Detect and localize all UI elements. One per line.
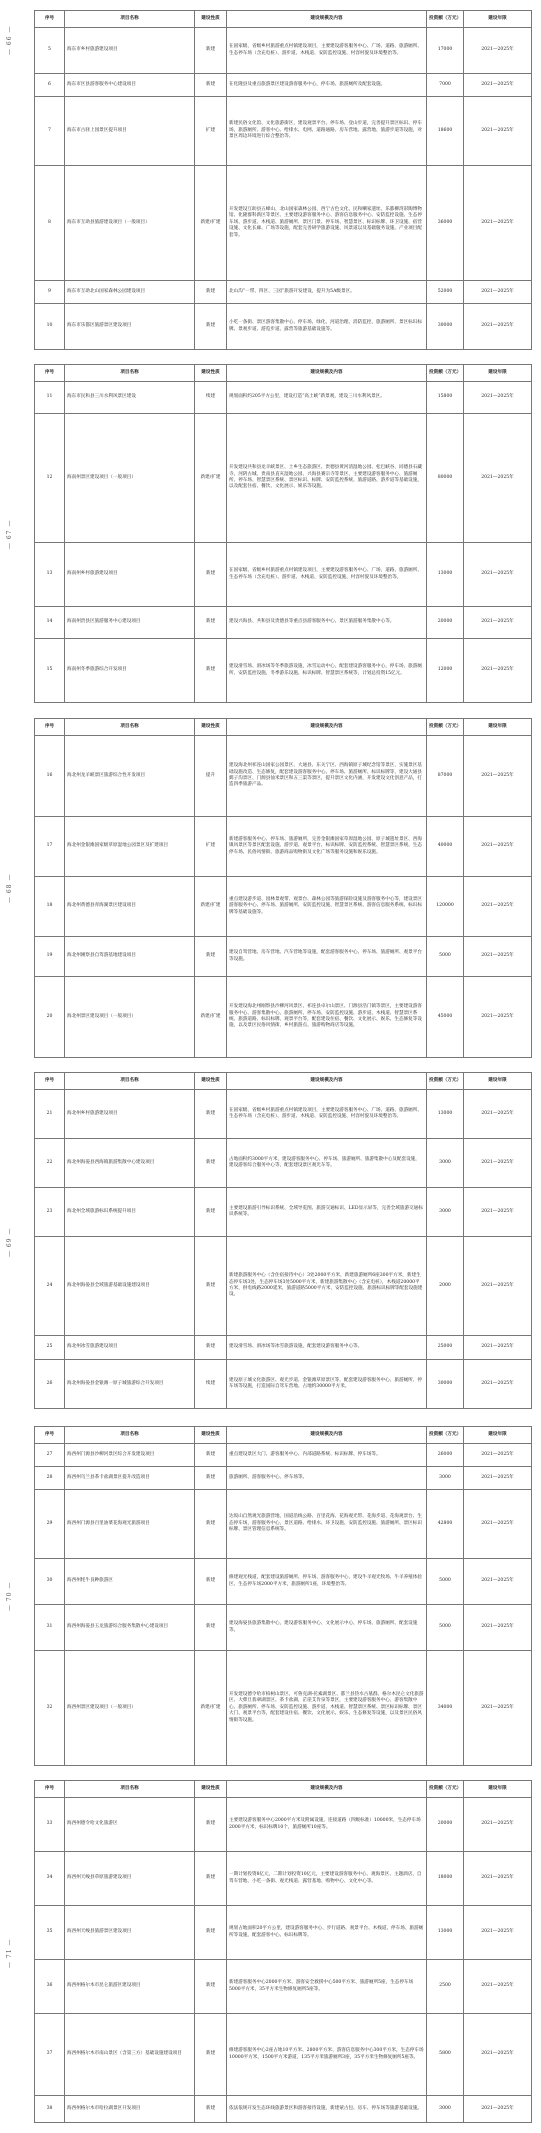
build-type: 新建 (195, 1139, 227, 1188)
project-name: 海北州海晏县全域旅游基础设施建设项目 (65, 1237, 195, 1336)
project-name: 海西州门源县沙柳河景区综合开发建设项目 (65, 1444, 195, 1467)
project-name: 海西州门源县百里油菜花海观光旅游项目 (65, 1490, 195, 1559)
row-number: 16 (35, 736, 65, 817)
build-years: 2021—2025年 (464, 414, 532, 543)
page-table-block (34, 10, 531, 350)
row-number: 33 (35, 1798, 65, 1852)
project-content: 新建游客服务中心2000平方米、游客安全救援中心500平方米、旅游厕所5座，生态停车场5000平方米，35平方米生物修复厕所5座等。 (227, 1960, 427, 2014)
table-row (35, 97, 532, 166)
build-years: 2021—2025年 (464, 1237, 532, 1336)
build-years: 2021—2025年 (464, 1360, 532, 1409)
row-number: 27 (35, 1444, 65, 1467)
build-years: 2021—2025年 (464, 639, 532, 703)
project-content: 依法依规开发生态环线旅游景区和游客接待设施，新建蒙古包、房车、停车场等旅游基础设施。 (227, 2096, 427, 2123)
build-type: 扩建 (195, 817, 227, 877)
table-row (35, 2096, 532, 2123)
build-type: 新建 (195, 1090, 227, 1139)
project-table (34, 718, 532, 1058)
row-number: 37 (35, 2014, 65, 2096)
build-type: 新建 (195, 543, 227, 607)
build-years: 2021—2025年 (464, 1444, 532, 1467)
project-content: 修建观光栈道，配套建设旅游厕所、停车场、游客服务中心，建设牛羊观光牧场、牛羊养殖体验区、生态停车场2000平方米，旅游厕所1座，环境整治等。 (227, 1559, 427, 1605)
column-header: 项目名称 (65, 365, 195, 382)
project-content: 达坂山自然观光旅游营地，国道沿线公路、百里花海、花海观光带、花海步道、花海观景台、生态停车场，游客服务中心，景区道路、给排水、环卫设施、安防监控设施、旅游厕所、景区标识标牌、景区管理信息系统等。 (227, 1490, 427, 1559)
investment-amount: 120000 (427, 877, 464, 937)
table-row (35, 414, 532, 543)
table-header-row (35, 719, 532, 736)
column-header: 建设年限 (464, 365, 532, 382)
column-header: 建设性质 (195, 11, 227, 28)
row-number: 18 (35, 877, 65, 937)
project-name: 海东市乡村旅游建设项目 (65, 28, 195, 74)
row-number: 22 (35, 1139, 65, 1188)
investment-amount: 3000 (427, 1467, 464, 1490)
column-header: 投资额（万元） (427, 365, 464, 382)
column-header: 投资额（万元） (427, 1073, 464, 1090)
column-header: 建设规模及内容 (227, 719, 427, 736)
column-header: 投资额（万元） (427, 1427, 464, 1444)
column-header: 序号 (35, 1427, 65, 1444)
project-name: 海西州天峻县草原旅游建设项目 (65, 1852, 195, 1906)
build-years: 2021—2025年 (464, 1798, 532, 1852)
page-number: — 71 — (6, 1937, 13, 1968)
row-number: 31 (35, 1605, 65, 1651)
build-years: 2021—2025年 (464, 1852, 532, 1906)
build-years: 2021—2025年 (464, 1960, 532, 2014)
project-name: 海南州冬季旅游综合开发项目 (65, 639, 195, 703)
row-number: 6 (35, 74, 65, 97)
investment-amount: 20000 (427, 607, 464, 639)
build-type: 新建 (195, 2096, 227, 2123)
build-years: 2021—2025年 (464, 937, 532, 977)
column-header: 投资额（万元） (427, 11, 464, 28)
table-row (35, 639, 532, 703)
table-row (35, 543, 532, 607)
project-name: 海西州乌兰县茶卡盐湖景区提升改造项目 (65, 1467, 195, 1490)
investment-amount: 5800 (427, 2014, 464, 2096)
build-years: 2021—2025年 (464, 1090, 532, 1139)
project-name: 海南州景区建设项目（一般项目） (65, 414, 195, 543)
project-name: 海西州海晏县玉龙旅游综合服务集散中心建设项目 (65, 1605, 195, 1651)
build-type: 续建 (195, 382, 227, 414)
project-content: 重点建设景区大门、游客服务中心、内部道路系统、标识标牌、停车场等。 (227, 1444, 427, 1467)
build-years: 2021—2025年 (464, 877, 532, 937)
build-type: 新建/扩建 (195, 414, 227, 543)
build-type: 新建 (195, 1960, 227, 2014)
project-content: 新建游客服务中心、停车场、旅游厕所，完善金银滩国家草原湿地公园、原子城遗址景区、西海镇风景区等景区配套设施、游步道、观景平台、标识标牌、安防监控系统、智慧景区系统、生态停车场、民俗风情街、旅游商品购物街及文化广场等服务设施和娱乐设施。 (227, 817, 427, 877)
column-header: 项目名称 (65, 719, 195, 736)
project-table (34, 1426, 532, 1766)
build-years: 2021—2025年 (464, 2014, 532, 2096)
investment-amount: 18000 (427, 1852, 464, 1906)
column-header: 建设性质 (195, 719, 227, 736)
investment-amount: 3000 (427, 1139, 464, 1188)
build-years: 2021—2025年 (464, 977, 532, 1058)
project-name: 海北州金银滩国家级草原湿地公园景区及扩建项目 (65, 817, 195, 877)
investment-amount: 45000 (427, 977, 464, 1058)
investment-amount: 80000 (427, 414, 464, 543)
build-years: 2021—2025年 (464, 1605, 532, 1651)
project-content: 建设海北州祁连山国家公园景区、大通县、东关宁区、西海镇原子城纪念馆等景区，实施景区基础设施改造、生态修复，配套建设游客服务中心、停车场、旅游厕所、标识标牌等，建设大通县鹞子沟景区、门源县仙米景区和五三渠等景区，提升景区文化内涵，开发建设文化创意产品，打造四季旅游产品。 (227, 736, 427, 817)
investment-amount: 13000 (427, 543, 464, 607)
investment-amount: 30000 (427, 304, 464, 350)
table-row (35, 1237, 532, 1336)
table-row (35, 736, 532, 817)
page-number: — 70 — (6, 1581, 13, 1611)
investment-amount: 15800 (427, 382, 464, 414)
investment-amount: 34000 (427, 1651, 464, 1766)
column-header: 投资额（万元） (427, 1781, 464, 1798)
build-years: 2021—2025年 (464, 1906, 532, 1960)
column-header: 项目名称 (65, 1781, 195, 1798)
project-name: 海北州海晏县金银滩一原子城旅游综合开发项目 (65, 1360, 195, 1409)
build-type: 新建 (195, 1336, 227, 1360)
column-header: 建设年限 (464, 1427, 532, 1444)
build-type: 新建 (195, 937, 227, 977)
build-type: 新建/扩建 (195, 977, 227, 1058)
table-row (35, 977, 532, 1058)
project-name: 海西州天峻县旅游景区建设项目 (65, 1906, 195, 1960)
row-number: 13 (35, 543, 65, 607)
project-content: 规划占地面积20平方公里，建设游客服务中心、步行道路、观景平台、木栈道、停车场、旅游厕所等设施，配套游客中心、标识标牌等。 (227, 1906, 427, 1960)
row-number: 36 (35, 1960, 65, 2014)
investment-amount: 5000 (427, 1605, 464, 1651)
row-number: 26 (35, 1360, 65, 1409)
investment-amount: 18600 (427, 97, 464, 166)
project-content: 重点建设游步道、园林景观带、观景台、森林公园等旅游探险设施及游客服务中心等，建设景区游客服务中心、停车场、旅游厕所、安防监控设施、智慧景区系统、游客信息服务系统、标识标牌等基础设施等。 (227, 877, 427, 937)
column-header: 建设性质 (195, 1073, 227, 1090)
project-content: 开发建设共和县龙羊峡景区、土乡生态旅游区、贵德县黄河清湿地公园、松巴峡谷、同德县石藏寺、河阴古城、贵南县直亥湿地公园、兴海县赛宗寺等景区，主要建设游客服务中心、旅游厕所、停车场、智慧景区系统、景区标识、标牌、安防监控系统、旅游道路、游步道等基础设施，以及配套住宿、餐饮、文化展示、娱乐等设施。 (227, 414, 427, 543)
project-name: 海北州冰雪旅游建设项目 (65, 1336, 195, 1360)
investment-amount: 36000 (427, 166, 464, 281)
row-number: 21 (35, 1090, 65, 1139)
table-row (35, 28, 532, 74)
row-number: 38 (35, 2096, 65, 2123)
project-content: 新建民俗文化馆、文化旅游街区，建设观景平台、停车场、登山步道，完善提升景区标识、停车场、旅游厕所、游客中心、给排水、电网、道路通路。房车营地、露营地、旅游步道等设施，对景区周边环境进行综合整治等。 (227, 97, 427, 166)
project-name: 海北州景区建设项目（一般项目） (65, 977, 195, 1058)
table-row (35, 1798, 532, 1852)
project-name: 海西州德令哈文化旅游区 (65, 1798, 195, 1852)
build-years: 2021—2025年 (464, 1336, 532, 1360)
column-header: 序号 (35, 11, 65, 28)
project-name: 海东市古驿上园景区提升项目 (65, 97, 195, 166)
build-years: 2021—2025年 (464, 28, 532, 74)
table-header-row (35, 1427, 532, 1444)
table-row (35, 1960, 532, 2014)
row-number: 25 (35, 1336, 65, 1360)
project-name: 海西州景区建设项目（一般项目） (65, 1651, 195, 1766)
build-type: 新建/扩建 (195, 1651, 227, 1766)
row-number: 30 (35, 1559, 65, 1605)
investment-amount: 13000 (427, 1906, 464, 1960)
investment-amount: 13000 (427, 1090, 464, 1139)
page-number: — 66 — (6, 25, 13, 55)
column-header: 项目名称 (65, 1427, 195, 1444)
build-type: 新建 (195, 1605, 227, 1651)
column-header: 建设年限 (464, 1073, 532, 1090)
table-row (35, 1852, 532, 1906)
build-years: 2021—2025年 (464, 543, 532, 607)
project-content: 旅游厕所、游客服务中心、停车场等。 (227, 1467, 427, 1490)
build-type: 新建 (195, 1188, 227, 1237)
project-content: 建设海晏县旅游集散中心，建设游客服务中心、文化展示中心、停车场、旅游厕所、配套设施等。 (227, 1605, 427, 1651)
build-type: 新建 (195, 281, 227, 304)
table-row (35, 1605, 532, 1651)
page-table-block (34, 718, 531, 1058)
project-content: 一期计划投资8亿元，二期计划投资10亿元，主要建设游客服务中心、观海景区、主题酒店、自驾车营地、小吃一条街、观光栈道、露营基地、购物中心、文化中心等。 (227, 1852, 427, 1906)
column-header: 建设性质 (195, 1427, 227, 1444)
table-row (35, 1467, 532, 1490)
project-content: 建设自驾营地、房车营地、汽车营地等设施，配套游客服务中心、停车场、旅游厕所、观景平台等设施。 (227, 937, 427, 977)
table-row (35, 166, 532, 281)
project-content: 占地面积约3000平方米，建设游客服务中心、停车场、旅游厕所、旅游集散中心及配套设施，建设游客综合服务中心等，配套建设景区观光车等。 (227, 1139, 427, 1188)
project-name: 海北州黄德县青海湖景区建设项目 (65, 877, 195, 937)
project-content: 开发建设互助县五峰山、北山国家森林公园、西宁古色文化、民和喇家遗址、乐都柳湾彩陶博物馆、化隆群科新区等景区、主要建设游客服务中心、游客信息服务中心、安防监控设施、生态停车场、游步道、木栈道、旅游厕所、景区门景、停车场、智慧景区、标识标牌、环卫设施、宿营设施、文化长廊、广场等设施，配套完善研学旅游设施、风景道以及基础服务设施、产业项目配套等。 (227, 166, 427, 281)
column-header: 项目名称 (65, 1073, 195, 1090)
project-content: 开发建设海北州刚察县沙柳河风景区、祁连县卓尔山景区、门源县浩门镇等景区，主要建设游客服务中心、游客集散中心、旅游厕所、停车场、安防监控设施、游步道、木栈道、智慧景区系统、旅游道路、标识标牌、观景平台等，配套建设住宿、餐饮、文化展示、娱乐、生态修复等设施，以及景区民俗风情街、乡村旅游点、旅游购物商店等设施。 (227, 977, 427, 1058)
investment-amount: 40000 (427, 817, 464, 877)
table-row (35, 1360, 532, 1409)
project-content: 建设滑雪场、滑冰场等冬季旅游设施，冰雪运动中心，配套建设游客服务中心、停车场、旅游厕所、安防监控设施、冬季游乐设施、标识标牌、智慧景区系统等，计划总投资15亿元。 (227, 639, 427, 703)
project-name: 海北州全域旅游标识系统提升项目 (65, 1188, 195, 1237)
investment-amount: 42800 (427, 1490, 464, 1559)
row-number: 34 (35, 1852, 65, 1906)
build-years: 2021—2025年 (464, 1467, 532, 1490)
project-name: 海东市区县游客服务中心建设项目 (65, 74, 195, 97)
table-row (35, 1090, 532, 1139)
investment-amount: 26000 (427, 1444, 464, 1467)
table-row (35, 1490, 532, 1559)
project-name: 海北州刚察县自驾游基地建设项目 (65, 937, 195, 977)
project-content: 新建旅游服务中心（含住宿接待中心）3处2000平方米，新建旅游厕所6座300平方米，新建生态停车场3处，生态停车场3处5000平方米，新建旅游集散中心（含充电桩），木栈道20000平方米，供电线路2000延米，旅游道路5000平方米，安防监控设施、旅游标识标牌等配套设施建设。 (227, 1237, 427, 1336)
column-header: 建设规模及内容 (227, 1427, 427, 1444)
table-row (35, 281, 532, 304)
build-years: 2021—2025年 (464, 304, 532, 350)
build-years: 2021—2025年 (464, 166, 532, 281)
investment-amount: 5000 (427, 937, 464, 977)
project-name: 海东市互助北山国家森林公园建设项目 (65, 281, 195, 304)
project-content: 北山沟“一带、四区、三园”旅游开发建设，提升为5A级景区。 (227, 281, 427, 304)
table-header-row (35, 365, 532, 382)
row-number: 14 (35, 607, 65, 639)
build-years: 2021—2025年 (464, 382, 532, 414)
build-type: 新建 (195, 304, 227, 350)
build-type: 提升 (195, 736, 227, 817)
project-name: 海东市乐都区旅游景区建设项目 (65, 304, 195, 350)
project-name: 海东市民和县三川水利风景区建设 (65, 382, 195, 414)
project-name: 海南州贵县区旅游服务中心建设项目 (65, 607, 195, 639)
row-number: 32 (35, 1651, 65, 1766)
row-number: 35 (35, 1906, 65, 1960)
table-row (35, 877, 532, 937)
table-row (35, 74, 532, 97)
page-table-block (34, 364, 531, 704)
investment-amount: 3000 (427, 1188, 464, 1237)
investment-amount: 30000 (427, 1360, 464, 1409)
investment-amount: 5000 (427, 1559, 464, 1605)
row-number: 24 (35, 1237, 65, 1336)
build-years: 2021—2025年 (464, 1139, 532, 1188)
project-table (34, 1072, 532, 1409)
project-content: 建设滑雪场、滑冰场等冰雪旅游设施，配套建设游客服务中心等。 (227, 1336, 427, 1360)
project-content: 建设兴海县、共和县及贵德县等重点县游客服务中心、景区旅游服务集散中心等。 (227, 607, 427, 639)
table-row (35, 1651, 532, 1766)
table-header-row (35, 1781, 532, 1798)
project-content: 建设原子城文化旅游区、观光步道、金银滩草原景区等，配套建设游客服务中心、旅游厕所、停车场等设施，打造国际自驾车营地、占地约30000平方米。 (227, 1360, 427, 1409)
row-number: 28 (35, 1467, 65, 1490)
page-table-block (34, 1072, 531, 1412)
build-type: 新建 (195, 1444, 227, 1467)
build-type: 新建/扩建 (195, 166, 227, 281)
page-table-block (34, 1780, 531, 2125)
project-name: 海西州牦牛良种旅游区 (65, 1559, 195, 1605)
column-header: 序号 (35, 1781, 65, 1798)
project-name: 海北州龙羊峡景区旅游综合性开发项目 (65, 736, 195, 817)
table-row (35, 607, 532, 639)
project-content: 在国家级、省级乡村旅游重点村镇建设项目，主要建设游客服务中心、广场、道路、旅游厕所、生态停车场（含充电桩）、游步道、木栈道、安防监控设施、村容村貌及环境整治等。 (227, 28, 427, 74)
build-years: 2021—2025年 (464, 1188, 532, 1237)
row-number: 9 (35, 281, 65, 304)
project-content: 开发建设德令哈市柏树山景区、可鲁克湖-托素湖景区、都兰县热水古墓群、格尔木昆仑文化旅游区、大柴旦翡翠湖景区、茶卡盐湖、茫崖艾肯泉等景区，主要建设游客服务中心、游客集散中心、旅游厕所、停车场、安防监控设施、游步道、木栈道、智慧景区系统、景区标识标牌、景区大门、观景平台等，配套建设住宿、餐饮、文化展示、娱乐、生态修复等设施，以及景区民俗风情街等设施。 (227, 1651, 427, 1766)
column-header: 建设规模及内容 (227, 365, 427, 382)
page-number: — 69 — (6, 1227, 13, 1257)
build-type: 新建 (195, 1559, 227, 1605)
build-years: 2021—2025年 (464, 1651, 532, 1766)
investment-amount: 2000 (427, 1237, 464, 1336)
row-number: 23 (35, 1188, 65, 1237)
build-type: 新建 (195, 1906, 227, 1960)
build-years: 2021—2025年 (464, 817, 532, 877)
build-type: 新建 (195, 1852, 227, 1906)
build-type: 新建 (195, 28, 227, 74)
build-type: 新建 (195, 2014, 227, 2096)
investment-amount: 17000 (427, 28, 464, 74)
table-row (35, 1336, 532, 1360)
table-row (35, 1559, 532, 1605)
project-content: 修建游客服务中心2座占地10平方米、2800平方米、游客信息服务中心300平方米，生态停车场10000平方米，1500平方米游道，135平方米旅游厕所3座，35平方米生物修复厕所5座等。 (227, 2014, 427, 2096)
project-content: 在国家级、省级乡村旅游重点村镇建设项目，主要建设游客服务中心、广场、道路、旅游厕所、生态停车场（含充电桩）、游步道、木栈道、安防监控设施、村容村貌及环境整治等。 (227, 1090, 427, 1139)
build-type: 新建 (195, 74, 227, 97)
build-years: 2021—2025年 (464, 2096, 532, 2123)
build-type: 新建 (195, 639, 227, 703)
column-header: 建设性质 (195, 1781, 227, 1798)
investment-amount: 7000 (427, 74, 464, 97)
project-name: 海东市互助县旅游建设项目（一般项目） (65, 166, 195, 281)
build-years: 2021—2025年 (464, 281, 532, 304)
project-content: 主要建设旅游引导标识系统、全域导览图、旅游交通标识、LED显示屏等，完善全域旅游交通标识系统等。 (227, 1188, 427, 1237)
build-type: 新建 (195, 1798, 227, 1852)
page-number: — 67 — (6, 519, 13, 549)
row-number: 12 (35, 414, 65, 543)
column-header: 建设规模及内容 (227, 1073, 427, 1090)
project-name: 海南州乡村旅游建设项目 (65, 543, 195, 607)
build-type: 续建 (195, 1360, 227, 1409)
table-header-row (35, 1073, 532, 1090)
project-content: 小吃一条街、景区游客集散中心、停车场、绿化、河道治理、消防监控、旅游厕所、景区标识标牌、景观步道、游览步道、露营等旅游基础设施等。 (227, 304, 427, 350)
column-header: 序号 (35, 719, 65, 736)
investment-amount: 52000 (427, 281, 464, 304)
investment-amount: 12000 (427, 639, 464, 703)
table-header-row (35, 11, 532, 28)
column-header: 序号 (35, 1073, 65, 1090)
column-header: 建设规模及内容 (227, 11, 427, 28)
project-content: 主要建设游客服务中心2000平方米及附属设施，连接道路（四级标准）10000米，生态停车场2000平方米，标识标牌10个，旅游厕所10座等。 (227, 1798, 427, 1852)
row-number: 7 (35, 97, 65, 166)
table-row (35, 1188, 532, 1237)
investment-amount: 87000 (427, 736, 464, 817)
table-row (35, 1906, 532, 1960)
build-type: 新建 (195, 1467, 227, 1490)
column-header: 投资额（万元） (427, 719, 464, 736)
table-row (35, 817, 532, 877)
build-type: 新建 (195, 1490, 227, 1559)
row-number: 17 (35, 817, 65, 877)
column-header: 项目名称 (65, 11, 195, 28)
table-row (35, 304, 532, 350)
build-type: 新建 (195, 607, 227, 639)
project-name: 海西州格尔木市昆仑旅游区建设项目 (65, 1960, 195, 2014)
column-header: 建设年限 (464, 719, 532, 736)
investment-amount: 25000 (427, 1336, 464, 1360)
column-header: 建设年限 (464, 11, 532, 28)
row-number: 5 (35, 28, 65, 74)
project-content: 在化隆县及重点旅游景区建设游客服务中心，停车场、旅游厕所及配套设施。 (227, 74, 427, 97)
column-header: 建设规模及内容 (227, 1781, 427, 1798)
project-table (34, 10, 532, 350)
build-type: 新建/扩建 (195, 877, 227, 937)
column-header: 序号 (35, 365, 65, 382)
row-number: 10 (35, 304, 65, 350)
row-number: 19 (35, 937, 65, 977)
investment-amount: 2500 (427, 1960, 464, 2014)
project-content: 在国家级、省级乡村旅游重点村镇建设项目，主要建设游客服务中心、广场、道路、旅游厕所、生态停车场（含充电桩）、游步道、木栈道、安防监控设施、村容村貌及环境整治等。 (227, 543, 427, 607)
row-number: 29 (35, 1490, 65, 1559)
page-table-block (34, 1426, 531, 1766)
table-row (35, 2014, 532, 2096)
table-row (35, 1444, 532, 1467)
project-table (34, 364, 532, 703)
investment-amount: 20000 (427, 1798, 464, 1852)
project-name: 海西州格尔木市哈拉湖景区开发项目 (65, 2096, 195, 2123)
row-number: 15 (35, 639, 65, 703)
build-years: 2021—2025年 (464, 607, 532, 639)
project-name: 海北州乡村旅游建设项目 (65, 1090, 195, 1139)
project-name: 海北州海晏县西海镇旅游集散中心建设项目 (65, 1139, 195, 1188)
build-years: 2021—2025年 (464, 1490, 532, 1559)
page-number: — 68 — (6, 873, 13, 903)
build-years: 2021—2025年 (464, 97, 532, 166)
table-row (35, 937, 532, 977)
build-years: 2021—2025年 (464, 1559, 532, 1605)
build-years: 2021—2025年 (464, 74, 532, 97)
row-number: 20 (35, 977, 65, 1058)
row-number: 11 (35, 382, 65, 414)
project-table (34, 1780, 532, 2123)
column-header: 建设年限 (464, 1781, 532, 1798)
investment-amount: 3000 (427, 2096, 464, 2123)
project-name: 海西州格尔木市南山景区（含第三方）基础设施建设项目 (65, 2014, 195, 2096)
table-row (35, 382, 532, 414)
build-type: 扩建 (195, 97, 227, 166)
table-row (35, 1139, 532, 1188)
build-type: 新建 (195, 1237, 227, 1336)
column-header: 建设性质 (195, 365, 227, 382)
row-number: 8 (35, 166, 65, 281)
project-content: 规划面积约205平方公里，建设打造“高土峡”新景观，建设三川水利风景区。 (227, 382, 427, 414)
build-years: 2021—2025年 (464, 736, 532, 817)
